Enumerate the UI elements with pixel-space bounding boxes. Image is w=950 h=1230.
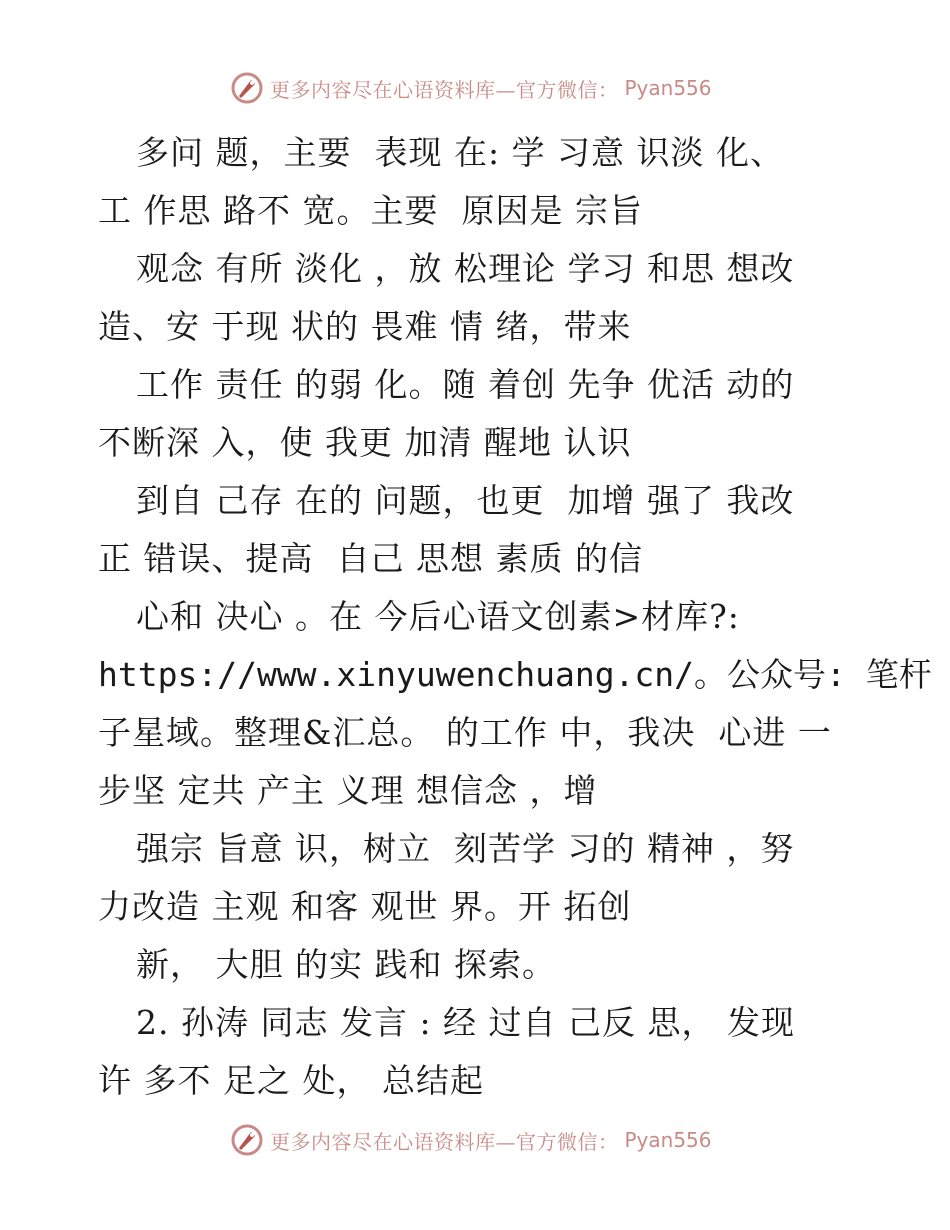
footer-banner-text: 更多内容尽在心语资料库—官方微信： <box>270 1129 619 1154</box>
text-line: 强宗 旨意 识，树立 刻苦学 习的 精神 ，努 <box>136 829 795 868</box>
text-line: 步坚 定共 产主 义理 想信念 ，增 <box>98 771 598 810</box>
body-text <box>98 124 932 1110</box>
text-line: 子星域。整理&汇总。 的工作 中，我决 心进 一 <box>98 713 832 752</box>
text-line: 造、安 于现 状的 畏难 情 绪，带来 <box>98 307 632 346</box>
footer-banner <box>230 1120 712 1160</box>
text-line: 正 错误、提高 自己 思想 素质 的信 <box>98 539 643 578</box>
header-banner <box>230 68 712 108</box>
text-line: 力改造 主观 和客 观世 界。开 拓创 <box>98 887 632 926</box>
text-line-url: https://www.xinyuwenchuang.cn/。公众号: 笔杆 <box>98 655 932 694</box>
text-line: 多问 题，主要 表现 在: 学 习意 识淡 化、 <box>136 133 785 172</box>
text-line: 新， 大胆 的实 践和 探索。 <box>136 945 556 984</box>
text-line: 心和 决心 。在 今后心语文创素>材库?: <box>136 597 740 636</box>
text-line: 工 作思 路不 宽。主要 原因是 宗旨 <box>98 191 643 230</box>
text-line: 观念 有所 淡化 ，放 松理论 学习 和思 想改 <box>136 249 795 288</box>
header-banner-account: Pyan556 <box>624 76 712 100</box>
footer-banner-account: Pyan556 <box>624 1128 712 1152</box>
text-line: 许 多不 足之 处， 总结起 <box>98 1061 484 1100</box>
text-line: 不断深 入，使 我更 加清 醒地 认识 <box>98 423 632 462</box>
pen-nib-logo-icon <box>230 71 264 105</box>
text-line: 到自 己存 在的 问题，也更 加增 强了 我改 <box>136 481 795 520</box>
header-banner-text: 更多内容尽在心语资料库—官方微信： <box>270 77 619 102</box>
text-line: 工作 责任 的弱 化。随 着创 先争 优活 动的 <box>136 365 795 404</box>
text-line: 2. 孙涛 同志 发言 : 经 过自 己反 思， 发现 <box>136 1003 796 1042</box>
pen-nib-logo-icon <box>230 1123 264 1157</box>
